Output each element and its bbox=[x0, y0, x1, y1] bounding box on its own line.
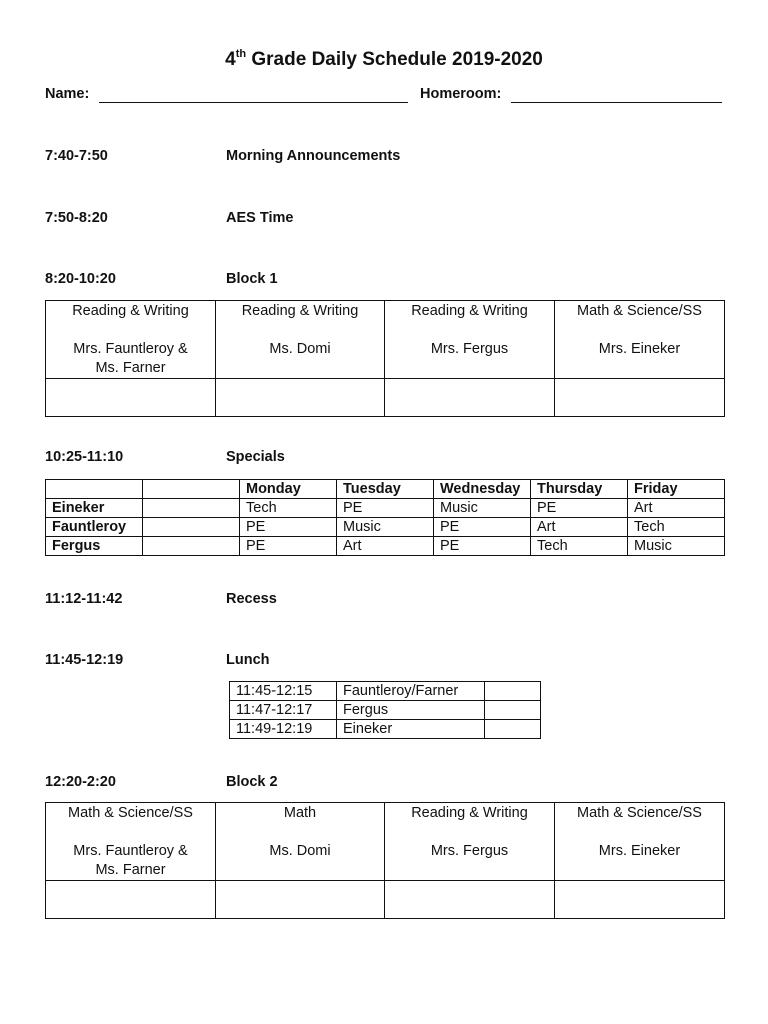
homeroom-field[interactable] bbox=[511, 102, 722, 103]
blank-cell bbox=[485, 720, 541, 739]
teacher: Ms. Farner bbox=[95, 360, 166, 376]
empty-cell[interactable] bbox=[216, 881, 385, 919]
table-row bbox=[46, 379, 725, 417]
schedule-label: Morning Announcements bbox=[226, 148, 401, 164]
table-row bbox=[46, 803, 725, 881]
empty-cell[interactable] bbox=[555, 379, 725, 417]
schedule-time: 10:25-11:10 bbox=[45, 449, 124, 465]
teacher-name: Fauntleroy bbox=[46, 518, 143, 537]
table-row bbox=[230, 682, 541, 701]
blank-cell bbox=[143, 499, 240, 518]
lunch-time: 11:45-12:15 bbox=[230, 682, 337, 701]
column-header: Monday bbox=[240, 480, 337, 499]
table-cell: Tech bbox=[240, 499, 337, 518]
block-cell bbox=[385, 301, 555, 379]
lunch-table bbox=[229, 681, 541, 739]
blank-cell bbox=[485, 682, 541, 701]
subject: Reading & Writing bbox=[241, 303, 359, 319]
teacher: Mrs. Fergus bbox=[430, 843, 509, 859]
schedule-label: Recess bbox=[226, 591, 277, 607]
blank-cell bbox=[143, 480, 240, 499]
empty-cell[interactable] bbox=[385, 379, 555, 417]
subject: Reading & Writing bbox=[72, 303, 189, 319]
table-cell: PE bbox=[531, 499, 628, 518]
table-cell: Music bbox=[337, 518, 434, 537]
table-cell: Tech bbox=[628, 518, 725, 537]
block-cell bbox=[555, 803, 725, 881]
schedule-time: 7:40-7:50 bbox=[45, 148, 108, 164]
table-cell: Art bbox=[337, 537, 434, 556]
table-cell: PE bbox=[434, 518, 531, 537]
table-row bbox=[46, 881, 725, 919]
table-cell: Art bbox=[531, 518, 628, 537]
empty-cell[interactable] bbox=[46, 379, 216, 417]
subject: Math & Science/SS bbox=[577, 805, 702, 821]
homeroom-label: Homeroom: bbox=[420, 86, 502, 102]
name-label: Name: bbox=[45, 86, 90, 102]
teacher: Mrs. Eineker bbox=[598, 843, 681, 859]
table-row bbox=[46, 499, 725, 518]
column-header: Wednesday bbox=[434, 480, 531, 499]
teacher: Mrs. Fergus bbox=[430, 341, 509, 357]
schedule-label: Specials bbox=[226, 449, 285, 465]
teacher: Mrs. Fauntleroy & bbox=[73, 843, 188, 859]
block-cell bbox=[555, 301, 725, 379]
schedule-label: Block 1 bbox=[226, 271, 278, 287]
corner-cell bbox=[46, 480, 143, 499]
empty-cell[interactable] bbox=[216, 379, 385, 417]
table-cell: PE bbox=[337, 499, 434, 518]
block-cell bbox=[46, 803, 216, 881]
block-cell bbox=[216, 301, 385, 379]
column-header: Thursday bbox=[531, 480, 628, 499]
schedule-label: AES Time bbox=[226, 210, 294, 226]
table-row bbox=[230, 701, 541, 720]
table-cell: Music bbox=[434, 499, 531, 518]
subject: Math & Science/SS bbox=[68, 805, 193, 821]
subject: Math bbox=[283, 805, 317, 821]
table-row bbox=[230, 720, 541, 739]
block-cell bbox=[46, 301, 216, 379]
teacher: Ms. Farner bbox=[95, 862, 166, 878]
teacher-name: Fergus bbox=[46, 537, 143, 556]
teacher: Mrs. Eineker bbox=[598, 341, 681, 357]
table-cell: PE bbox=[240, 537, 337, 556]
subject: Reading & Writing bbox=[411, 805, 528, 821]
lunch-group: Fauntleroy/Farner bbox=[337, 682, 485, 701]
name-field[interactable] bbox=[99, 102, 408, 103]
block-cell bbox=[216, 803, 385, 881]
table-row bbox=[46, 480, 725, 499]
page-title: 4th Grade Daily Schedule 2019-2020 bbox=[225, 48, 543, 70]
table-cell: Music bbox=[628, 537, 725, 556]
schedule-time: 7:50-8:20 bbox=[45, 210, 108, 226]
table-cell: PE bbox=[434, 537, 531, 556]
teacher: Ms. Domi bbox=[269, 843, 331, 859]
lunch-group: Fergus bbox=[337, 701, 485, 720]
column-header: Friday bbox=[628, 480, 725, 499]
block-2-table bbox=[45, 802, 725, 919]
subject: Math & Science/SS bbox=[577, 303, 702, 319]
table-cell: Tech bbox=[531, 537, 628, 556]
teacher: Mrs. Fauntleroy & bbox=[73, 341, 188, 357]
teacher-name: Eineker bbox=[46, 499, 143, 518]
specials-table bbox=[45, 479, 725, 556]
table-row bbox=[46, 537, 725, 556]
blank-cell bbox=[485, 701, 541, 720]
lunch-time: 11:47-12:17 bbox=[230, 701, 337, 720]
lunch-group: Eineker bbox=[337, 720, 485, 739]
blank-cell bbox=[143, 518, 240, 537]
table-row bbox=[46, 518, 725, 537]
empty-cell[interactable] bbox=[46, 881, 216, 919]
schedule-time: 12:20-2:20 bbox=[45, 774, 116, 790]
empty-cell[interactable] bbox=[555, 881, 725, 919]
schedule-time: 11:45-12:19 bbox=[45, 652, 124, 668]
schedule-time: 8:20-10:20 bbox=[45, 271, 116, 287]
block-cell bbox=[385, 803, 555, 881]
subject: Reading & Writing bbox=[411, 303, 528, 319]
teacher: Ms. Domi bbox=[269, 341, 331, 357]
blank-cell bbox=[143, 537, 240, 556]
block-1-table bbox=[45, 300, 725, 417]
lunch-time: 11:49-12:19 bbox=[230, 720, 337, 739]
table-cell: Art bbox=[628, 499, 725, 518]
schedule-label: Block 2 bbox=[226, 774, 278, 790]
schedule-label: Lunch bbox=[226, 652, 270, 668]
schedule-time: 11:12-11:42 bbox=[45, 591, 123, 607]
table-cell: PE bbox=[240, 518, 337, 537]
empty-cell[interactable] bbox=[385, 881, 555, 919]
table-row bbox=[46, 301, 725, 379]
column-header: Tuesday bbox=[337, 480, 434, 499]
